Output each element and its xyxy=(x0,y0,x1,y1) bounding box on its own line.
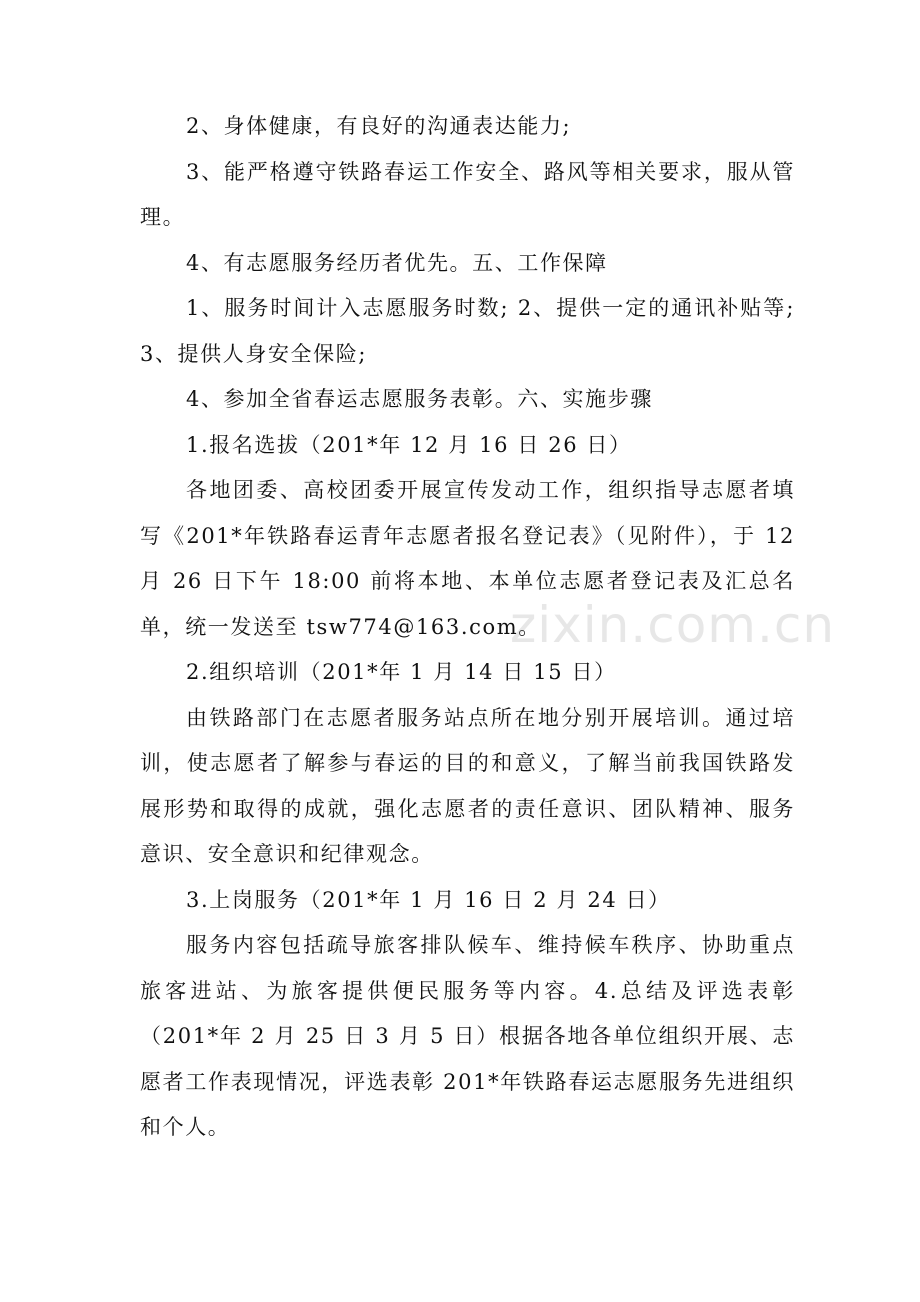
paragraph: 各地团委、高校团委开展宣传发动工作，组织指导志愿者填写《201*年铁路春运青年志愿者报名登记表》（见附件），于 12 月 26 日下午 18:00 前将本地、本单位志愿者登记表及汇总名单，统一发送至 tsw774@163.com。 xyxy=(140,478,795,639)
paragraph: 2、身体健康，有良好的沟通表达能力; xyxy=(186,114,572,138)
section-heading: 1.报名选拔（201*年 12 月 16 日 26 日） xyxy=(186,432,632,457)
paragraph: 4、有志愿服务经历者优先。五、工作保障 xyxy=(186,250,608,275)
paragraph: 由铁路部门在志愿者服务站点所在地分别开展培训。通过培训，使志愿者了解参与春运的目的和意义，了解当前我国铁路发展形势和取得的成就，强化志愿者的责任意识、团队精神、服务意识、安全意识和纪律观念。 xyxy=(140,705,795,866)
section-heading: 3.上岗服务（201*年 1 月 16 日 2 月 24 日） xyxy=(186,887,671,912)
paragraph: 1、服务时间计入志愿服务时数; 2、提供一定的通讯补贴等; 3、提供人身安全保险; xyxy=(140,296,795,366)
paragraph: 3、能严格遵守铁路春运工作安全、路风等相关要求，服从管理。 xyxy=(140,159,795,229)
paragraph: 服务内容包括疏导旅客排队候车、维持候车秩序、协助重点旅客进站、为旅客提供便民服务等内容。4.总结及评选表彰（201*年 2 月 25 日 3 月 5 日）根据各地各单位组织开展、志愿者工作表现情况，评选表彰 201*年铁路春运志愿服务先进组织和个人。 xyxy=(140,933,795,1139)
watermark: zixin.com.cn xyxy=(510,596,836,654)
paragraph: 4、参加全省春运志愿服务表彰。六、实施步骤 xyxy=(186,387,653,411)
section-heading: 2.组织培训（201*年 1 月 14 日 15 日） xyxy=(186,660,617,684)
